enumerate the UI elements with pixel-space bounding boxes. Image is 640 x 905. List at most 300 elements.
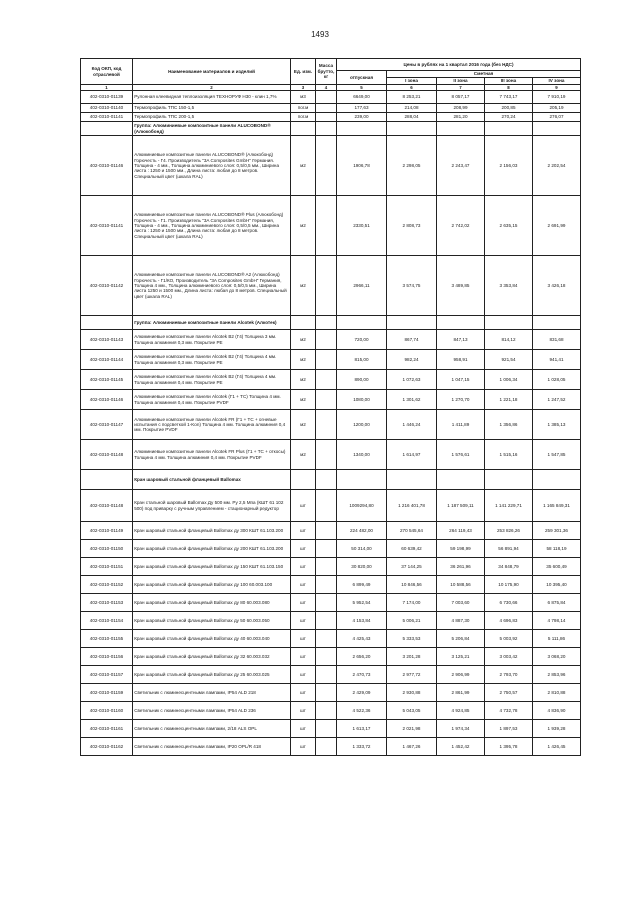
cell-empty: [316, 316, 337, 330]
cell-mass: [316, 576, 337, 594]
cell-empty: [337, 316, 387, 330]
cell-zone-2-price: 10 588,56: [437, 576, 485, 594]
cell-zone-4-price: 831,68: [533, 330, 581, 350]
cell-name: Кран шаровый стальной фланцевый Ballomax ду 25 60.003.025: [133, 666, 291, 684]
cell-mass: [316, 702, 337, 720]
cell-code: 402-0310-01140: [81, 104, 133, 113]
cell-zone-1-price: 2 021,98: [387, 720, 437, 738]
cell-zone-1-price: 5 006,21: [387, 612, 437, 630]
cell-zone-1-price: 214,08: [387, 104, 437, 113]
cell-unit: м2: [291, 256, 316, 316]
cell-unit: м2: [291, 440, 316, 470]
col-header-release: отпускная: [337, 71, 387, 85]
cell-unit: шт: [291, 630, 316, 648]
group-title: Кран шаровый стальной фланцевый Ballomax: [133, 470, 291, 490]
cell-zone-3-price: 1 897,53: [485, 720, 533, 738]
cell-mass: [316, 91, 337, 104]
cell-empty: [437, 316, 485, 330]
cell-zone-2-price: 1 270,70: [437, 390, 485, 410]
cell-name: Светильник с люминесцентными лампами, IP54 ALD 236: [133, 702, 291, 720]
table-row: [81, 91, 581, 104]
cell-mass: [316, 666, 337, 684]
table-row: [81, 540, 581, 558]
cell-unit: шт: [291, 540, 316, 558]
cell-unit: шт: [291, 594, 316, 612]
cell-zone-2-price: 4 924,85: [437, 702, 485, 720]
cell-unit: м2: [291, 196, 316, 256]
col-number: 4: [316, 85, 337, 91]
cell-zone-4-price: 259 301,36: [533, 522, 581, 540]
cell-mass: [316, 594, 337, 612]
cell-release-price: 1 333,72: [337, 738, 387, 756]
cell-zone-4-price: 3 068,20: [533, 648, 581, 666]
cell-mass: [316, 440, 337, 470]
table-row: [81, 196, 581, 256]
cell-zone-4-price: 941,41: [533, 350, 581, 370]
cell-unit: м2: [291, 390, 316, 410]
cell-unit: пог.м: [291, 113, 316, 122]
cell-zone-1-price: 1 446,24: [387, 410, 437, 440]
cell-zone-3-price: 34 848,79: [485, 558, 533, 576]
cell-unit: м3: [291, 91, 316, 104]
cell-zone-2-price: 3 489,85: [437, 256, 485, 316]
cell-code: 402-0310-01146: [81, 390, 133, 410]
cell-mass: [316, 684, 337, 702]
cell-mass: [316, 390, 337, 410]
col-number: 7: [437, 85, 485, 91]
cell-empty: [337, 122, 387, 136]
cell-unit: м2: [291, 350, 316, 370]
cell-mass: [316, 490, 337, 522]
cell-name: Кран шаровый стальной фланцевый Ballomax ду 100 60.003.100: [133, 576, 291, 594]
cell-empty: [291, 470, 316, 490]
cell-zone-2-price: 281,20: [437, 113, 485, 122]
col-number: 8: [485, 85, 533, 91]
cell-name: Алюминиевые композитные панели ALUCOBOND® A2 (Алюкобонд) Горючесть - Г1/КО, Производитель "3A Composites GmbH" Германия, Толщина 4 мм., Толщина алюминиевого слоя: 0,5/0,5 мм., Ширина листа 1250 и 1500 мм., Длина листа: любая до 8 метров. Специальный цвет (шкала RAL): [133, 256, 291, 316]
cell-zone-3-price: 3 353,84: [485, 256, 533, 316]
col-number: 5: [337, 85, 387, 91]
cell-mass: [316, 113, 337, 122]
col-header-code: Код ОКП, код отраслевой: [81, 59, 133, 85]
cell-mass: [316, 648, 337, 666]
cell-release-price: 4 425,43: [337, 630, 387, 648]
cell-zone-1-price: 10 846,56: [387, 576, 437, 594]
cell-unit: м2: [291, 370, 316, 390]
cell-code: 402-0310-01152: [81, 576, 133, 594]
cell-zone-3-price: 1 395,78: [485, 738, 533, 756]
cell-name: Алюминиевые композитные панели Alcotek FR (Г1 + ТС + огневые испытания с подсветкой 1-Kon) Толщина 4 мм. Толщина алюминия 0,4 мм. Покрытие PVDF: [133, 410, 291, 440]
cell-zone-1-price: 270 545,64: [387, 522, 437, 540]
price-table: [80, 58, 581, 756]
cell-name: Термопрофиль ТПС 150-1,5: [133, 104, 291, 113]
cell-zone-2-price: 7 003,60: [437, 594, 485, 612]
group-row: [81, 122, 581, 136]
cell-zone-2-price: 1 047,15: [437, 370, 485, 390]
cell-zone-3-price: 4 696,83: [485, 612, 533, 630]
cell-code: 402-0310-01162: [81, 738, 133, 756]
cell-zone-2-price: 4 887,30: [437, 612, 485, 630]
cell-mass: [316, 196, 337, 256]
cell-zone-4-price: 1 247,52: [533, 390, 581, 410]
cell-name: Кран шаровый стальной фланцевый Ballomax ду 40 60.003.040: [133, 630, 291, 648]
table-row: [81, 684, 581, 702]
col-header-mass: Масса брутто, кг: [316, 59, 337, 85]
cell-release-price: 1906,78: [337, 136, 387, 196]
cell-name: Алюминиевые композитные панели Alcotek B2 (Г4) Толщина 4 мм. Толщина алюминия 0,4 мм. Покрытие PE: [133, 370, 291, 390]
col-header-zone-4: IV зона: [533, 78, 581, 85]
cell-unit: шт: [291, 576, 316, 594]
cell-zone-2-price: 59 198,99: [437, 540, 485, 558]
cell-code: 402-0310-01142: [81, 256, 133, 316]
cell-zone-4-price: 3 426,18: [533, 256, 581, 316]
cell-empty: [485, 470, 533, 490]
cell-zone-4-price: 2 810,88: [533, 684, 581, 702]
cell-zone-4-price: 7 910,19: [533, 91, 581, 104]
cell-release-price: 2 656,20: [337, 648, 387, 666]
cell-release-price: 1 613,17: [337, 720, 387, 738]
cell-unit: шт: [291, 666, 316, 684]
cell-name: Кран шаровый стальной фланцевый Ballomax ду 300 КШТ 61.103.200: [133, 522, 291, 540]
cell-code: 402-0310-01146: [81, 136, 133, 196]
cell-zone-1-price: 5 333,53: [387, 630, 437, 648]
cell-name: Алюминиевые композитные панели Alcotek B2 (Г4) Толщина 3 мм. Толщина алюминия 0,3 мм. Покрытие PE: [133, 330, 291, 350]
cell-zone-2-price: 847,13: [437, 330, 485, 350]
cell-name: Кран шаровый стальной фланцевый Ballomax ду 150 КШТ 61.103.150: [133, 558, 291, 576]
table-row: [81, 350, 581, 370]
table-row: [81, 410, 581, 440]
cell-release-price: 30 820,00: [337, 558, 387, 576]
cell-unit: м2: [291, 136, 316, 196]
table-row: [81, 113, 581, 122]
group-row: [81, 470, 581, 490]
cell-unit: шт: [291, 490, 316, 522]
cell-zone-4-price: 1 028,05: [533, 370, 581, 390]
cell-unit: шт: [291, 522, 316, 540]
cell-code: 402-0310-01159: [81, 684, 133, 702]
cell-zone-3-price: 1 221,18: [485, 390, 533, 410]
cell-zone-4-price: 58 118,19: [533, 540, 581, 558]
cell-zone-3-price: 7 743,17: [485, 91, 533, 104]
cell-zone-3-price: 921,54: [485, 350, 533, 370]
cell-zone-2-price: 3 125,21: [437, 648, 485, 666]
cell-zone-3-price: 2 635,15: [485, 196, 533, 256]
cell-zone-1-price: 288,04: [387, 113, 437, 122]
table-row: [81, 136, 581, 196]
cell-zone-1-price: 2 977,72: [387, 666, 437, 684]
cell-code-empty: [81, 316, 133, 330]
cell-zone-1-price: 867,74: [387, 330, 437, 350]
table-row: [81, 256, 581, 316]
cell-zone-3-price: 814,12: [485, 330, 533, 350]
cell-release-price: 5 952,54: [337, 594, 387, 612]
cell-empty: [437, 470, 485, 490]
col-header-estimated: Сметная: [387, 71, 581, 78]
cell-zone-4-price: 10 395,40: [533, 576, 581, 594]
cell-empty: [387, 122, 437, 136]
cell-zone-2-price: 36 261,96: [437, 558, 485, 576]
cell-empty: [337, 470, 387, 490]
table-row: [81, 738, 581, 756]
cell-zone-3-price: 2 793,70: [485, 666, 533, 684]
cell-zone-4-price: 1 547,85: [533, 440, 581, 470]
cell-zone-1-price: 2 298,05: [387, 136, 437, 196]
cell-zone-1-price: 2 808,73: [387, 196, 437, 256]
cell-zone-2-price: 264 119,43: [437, 522, 485, 540]
cell-mass: [316, 558, 337, 576]
cell-name: Алюминиевые композитные панели Alcotek (Г1 + ТС) Толщина 4 мм. Толщина алюминия 0,4 мм. Покрытие PVDF: [133, 390, 291, 410]
cell-zone-2-price: 1 187 509,11: [437, 490, 485, 522]
cell-zone-3-price: 56 891,94: [485, 540, 533, 558]
cell-mass: [316, 370, 337, 390]
cell-unit: м2: [291, 410, 316, 440]
cell-release-price: 239,00: [337, 113, 387, 122]
cell-zone-3-price: 4 732,78: [485, 702, 533, 720]
cell-unit: шт: [291, 720, 316, 738]
table-row: [81, 666, 581, 684]
cell-release-price: 6649,00: [337, 91, 387, 104]
cell-release-price: 2330,51: [337, 196, 387, 256]
cell-name: Алюминиевые композитные панели ALUCOBOND® Plus (Алюкобонд) Горючесть - Г1. Производитель "3A Composites GmbH" Германия, Толщина - 4 мм., Толщина алюминиевого слоя: 0,5/0,5 мм., Ширина листа : 1250 и 1500 мм., Длина листа: любая до 8 метров. Специальный цвет (шкала RAL): [133, 196, 291, 256]
table-row: [81, 630, 581, 648]
cell-code: 402-0310-01161: [81, 720, 133, 738]
cell-name: Кран стальной шаровый Ballomax Ду 500 мм. Ру 2,5 Мпа (КШТ 61 102 500) под приварку с ручным управлением - стационарный редуктор: [133, 490, 291, 522]
cell-zone-3-price: 10 175,90: [485, 576, 533, 594]
cell-zone-2-price: 1 974,34: [437, 720, 485, 738]
cell-release-price: 1200,00: [337, 410, 387, 440]
cell-release-price: 1340,00: [337, 440, 387, 470]
cell-zone-3-price: 6 730,66: [485, 594, 533, 612]
cell-release-price: 6 899,49: [337, 576, 387, 594]
table-row: [81, 594, 581, 612]
cell-empty: [485, 122, 533, 136]
cell-release-price: 2 470,73: [337, 666, 387, 684]
col-header-zone-2: II зона: [437, 78, 485, 85]
cell-zone-2-price: 5 206,84: [437, 630, 485, 648]
table-row: [81, 558, 581, 576]
cell-zone-1-price: 3 574,75: [387, 256, 437, 316]
cell-unit: шт: [291, 558, 316, 576]
cell-zone-3-price: 1 515,16: [485, 440, 533, 470]
cell-name: Светильник с люминесцентными лампами, 2/18 ALS OPL: [133, 720, 291, 738]
cell-code: 402-0310-01150: [81, 540, 133, 558]
cell-zone-3-price: 1 006,34: [485, 370, 533, 390]
cell-mass: [316, 256, 337, 316]
cell-zone-1-price: 3 201,28: [387, 648, 437, 666]
table-row: [81, 576, 581, 594]
cell-zone-1-price: 7 174,00: [387, 594, 437, 612]
cell-zone-4-price: 2 202,54: [533, 136, 581, 196]
cell-zone-1-price: 1 614,97: [387, 440, 437, 470]
cell-zone-4-price: 35 600,49: [533, 558, 581, 576]
cell-name: Кран шаровый стальной фланцевый Ballomax ду 50 60.003.050: [133, 612, 291, 630]
cell-zone-2-price: 8 057,17: [437, 91, 485, 104]
cell-release-price: 1080,00: [337, 390, 387, 410]
cell-zone-1-price: 1 072,63: [387, 370, 437, 390]
col-header-name: Наименование материалов и изделий: [133, 59, 291, 85]
col-number: 3: [291, 85, 316, 91]
cell-mass: [316, 410, 337, 440]
cell-zone-4-price: 205,19: [533, 104, 581, 113]
cell-mass: [316, 522, 337, 540]
cell-code: 402-0310-01145: [81, 370, 133, 390]
cell-empty: [291, 316, 316, 330]
cell-mass: [316, 540, 337, 558]
cell-zone-3-price: 200,85: [485, 104, 533, 113]
cell-unit: пог.м: [291, 104, 316, 113]
col-number: 6: [387, 85, 437, 91]
cell-zone-3-price: 5 003,92: [485, 630, 533, 648]
cell-code: 402-0310-01160: [81, 702, 133, 720]
cell-name: Светильник с люминесцентными лампами, IP20 OPL/R 418: [133, 738, 291, 756]
table-row: [81, 522, 581, 540]
cell-release-price: 890,00: [337, 370, 387, 390]
cell-empty: [533, 470, 581, 490]
cell-mass: [316, 350, 337, 370]
cell-code-empty: [81, 122, 133, 136]
cell-zone-4-price: 5 111,86: [533, 630, 581, 648]
cell-zone-4-price: 2 691,99: [533, 196, 581, 256]
table-row: [81, 390, 581, 410]
table-row: [81, 490, 581, 522]
table-row: [81, 648, 581, 666]
cell-code: 402-0310-01143: [81, 330, 133, 350]
cell-name: Кран шаровый стальной фланцевый Ballomax ду 32 60.003.032: [133, 648, 291, 666]
cell-name: Алюминиевые композитные панели Alcotek FR Plus (Г1 + ТС + откосы) Толщина 4 мм. Толщина алюминия 0,4 мм. Покрытие PVDF: [133, 440, 291, 470]
cell-empty: [387, 470, 437, 490]
cell-release-price: 2966,11: [337, 256, 387, 316]
cell-zone-3-price: 1 141 229,71: [485, 490, 533, 522]
cell-unit: шт: [291, 612, 316, 630]
cell-zone-2-price: 2 742,02: [437, 196, 485, 256]
col-number: 2: [133, 85, 291, 91]
cell-mass: [316, 104, 337, 113]
cell-zone-4-price: 276,07: [533, 113, 581, 122]
col-number: 1: [81, 85, 133, 91]
cell-zone-1-price: 982,24: [387, 350, 437, 370]
page-number: 1493: [311, 30, 329, 39]
cell-zone-3-price: 253 826,26: [485, 522, 533, 540]
col-header-unit: Ед. изм.: [291, 59, 316, 85]
cell-unit: шт: [291, 702, 316, 720]
cell-name: Светильник с люминесцентными лампами, IP54 ALD 218: [133, 684, 291, 702]
cell-zone-3-price: 270,24: [485, 113, 533, 122]
cell-zone-3-price: 2 156,03: [485, 136, 533, 196]
cell-zone-2-price: 2 906,99: [437, 666, 485, 684]
cell-release-price: 4 153,84: [337, 612, 387, 630]
cell-name: Алюминиевые композитные панели ALUCOBOND® (Алюкобонд) Горючесть - Г4. Производитель "3A Composites GmbH" Германия. Толщина - 4 мм., Толщина алюминиевого слоя: 0,5/0,5 мм., Ширина листа : 1250 и 1500 мм., Длина листа: любая до 8 метров. Специальный цвет (шкала RAL): [133, 136, 291, 196]
cell-release-price: 815,00: [337, 350, 387, 370]
cell-unit: шт: [291, 684, 316, 702]
cell-code: 402-0310-01157: [81, 666, 133, 684]
cell-zone-4-price: 1 385,13: [533, 410, 581, 440]
cell-unit: шт: [291, 738, 316, 756]
cell-code: 402-0310-01149: [81, 522, 133, 540]
cell-zone-1-price: 37 144,25: [387, 558, 437, 576]
col-number: 9: [533, 85, 581, 91]
table-row: [81, 702, 581, 720]
cell-zone-2-price: 1 576,61: [437, 440, 485, 470]
cell-zone-1-price: 5 043,05: [387, 702, 437, 720]
cell-zone-3-price: 2 750,57: [485, 684, 533, 702]
cell-zone-4-price: 1 939,28: [533, 720, 581, 738]
table-row: [81, 612, 581, 630]
cell-mass: [316, 720, 337, 738]
cell-zone-2-price: 2 861,99: [437, 684, 485, 702]
cell-empty: [533, 316, 581, 330]
cell-release-price: 2 429,09: [337, 684, 387, 702]
cell-zone-3-price: 3 003,42: [485, 648, 533, 666]
cell-code: 402-0310-01154: [81, 612, 133, 630]
table-row: [81, 104, 581, 113]
table-row: [81, 370, 581, 390]
cell-empty: [291, 122, 316, 136]
table-row: [81, 440, 581, 470]
cell-code: 402-0310-01147: [81, 410, 133, 440]
cell-name: Рулонная клеевидная теплоизоляция ТЕХНОРУФ Н30 - клин 1,7%: [133, 91, 291, 104]
cell-zone-4-price: 1 426,45: [533, 738, 581, 756]
cell-code: 402-0310-01153: [81, 594, 133, 612]
cell-release-price: 1009294,80: [337, 490, 387, 522]
col-header-zone-1: I зона: [387, 78, 437, 85]
cell-unit: м2: [291, 330, 316, 350]
cell-mass: [316, 630, 337, 648]
cell-mass: [316, 612, 337, 630]
cell-zone-2-price: 208,99: [437, 104, 485, 113]
cell-code-empty: [81, 470, 133, 490]
cell-release-price: 720,00: [337, 330, 387, 350]
col-header-zone-3: III зона: [485, 78, 533, 85]
cell-mass: [316, 136, 337, 196]
col-header-prices: Цены в рублях на 1 квартал 2016 года (без НДС): [337, 59, 581, 71]
cell-zone-3-price: 1 356,86: [485, 410, 533, 440]
cell-unit: шт: [291, 648, 316, 666]
cell-empty: [485, 316, 533, 330]
cell-zone-1-price: 2 930,88: [387, 684, 437, 702]
cell-name: Термопрофиль ТПС 200-1,5: [133, 113, 291, 122]
cell-code: 402-0310-01144: [81, 350, 133, 370]
cell-zone-2-price: 958,91: [437, 350, 485, 370]
cell-code: 402-0310-01141: [81, 196, 133, 256]
cell-zone-1-price: 1 301,62: [387, 390, 437, 410]
cell-name: Алюминиевые композитные панели Alcotek B2 (Г4) Толщина 4 мм. Толщина алюминия 0,3 мм. Покрытие PE: [133, 350, 291, 370]
cell-release-price: 50 314,00: [337, 540, 387, 558]
cell-empty: [437, 122, 485, 136]
cell-release-price: 224 482,00: [337, 522, 387, 540]
cell-zone-4-price: 6 875,84: [533, 594, 581, 612]
cell-code: 402-0310-01148: [81, 440, 133, 470]
cell-name: Кран шаровый стальной фланцевый Ballomax ду 80 60.003.080: [133, 594, 291, 612]
cell-release-price: 177,63: [337, 104, 387, 113]
cell-zone-4-price: 4 836,90: [533, 702, 581, 720]
cell-zone-1-price: 1 216 401,78: [387, 490, 437, 522]
group-title: Группа: Алюминиевые композитные панели ALUCOBOND® (Алюкобонд): [133, 122, 291, 136]
table-row: [81, 330, 581, 350]
group-row: [81, 316, 581, 330]
price-table-body: [81, 91, 581, 756]
cell-code: 402-0310-01156: [81, 648, 133, 666]
group-title: Группа: Алюминиевые композитные панели Alcotek (Алкотек): [133, 316, 291, 330]
cell-zone-4-price: 1 165 849,31: [533, 490, 581, 522]
cell-empty: [533, 122, 581, 136]
cell-zone-4-price: 2 853,96: [533, 666, 581, 684]
cell-empty: [387, 316, 437, 330]
cell-code: 402-0310-01151: [81, 558, 133, 576]
cell-name: Кран шаровый стальной фланцевый Ballomax ду 200 КШТ 61.103.200: [133, 540, 291, 558]
table-row: [81, 720, 581, 738]
cell-zone-4-price: 4 798,14: [533, 612, 581, 630]
cell-zone-2-price: 1 452,42: [437, 738, 485, 756]
cell-empty: [316, 122, 337, 136]
